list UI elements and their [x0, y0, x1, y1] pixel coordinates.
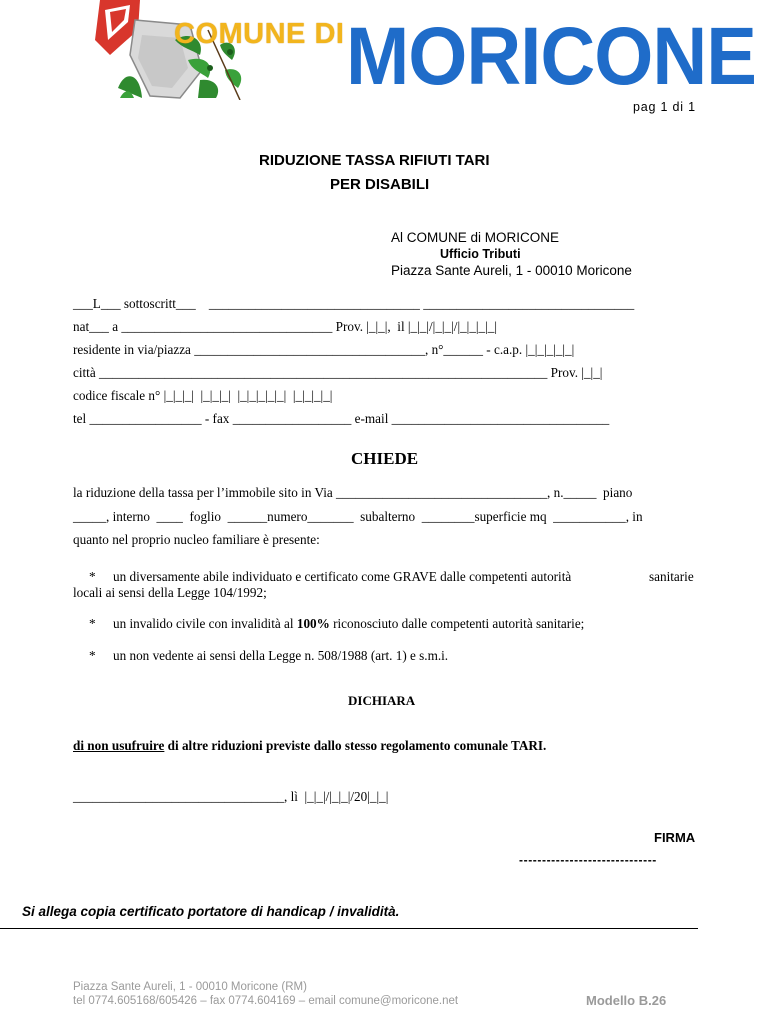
logo-name-text: MORICONE [346, 10, 756, 103]
option-bullet: * [89, 569, 96, 584]
logo-prefix-text: COMUNE DI [174, 18, 345, 50]
dichiara-statement: di non usufruire di altre riduzioni previste dallo stesso regolamento comunale TARI. [73, 738, 547, 753]
signature-label: FIRMA [654, 830, 696, 845]
dichiara-underlined: di non usufruire [73, 738, 165, 753]
dichiara-heading: DICHIARA [348, 693, 416, 708]
option-bullet: * [89, 648, 96, 663]
recipient-address: Piazza Sante Aureli, 1 - 00010 Moricone [391, 263, 632, 278]
divider [0, 928, 698, 929]
option-text-continued: locali ai sensi della Legge 104/1992; [73, 585, 267, 600]
chiede-line1: la riduzione della tassa per l’immobile sito in Via ________________________________, n._____ piano [73, 485, 633, 500]
recipient-office: Ufficio Tributi [440, 247, 521, 261]
option-text: un diversamente abile individuato e certificato come GRAVE dalle competenti autorità [113, 569, 572, 584]
option-text: un non vedente ai sensi della Legge n. 508/1988 (art. 1) e s.m.i. [113, 648, 449, 663]
place-date-line: ________________________________, lì |_|_|/|_|_|/20|_|_| [73, 789, 389, 804]
attachment-note: Si allega copia certificato portatore di handicap / invalidità. [22, 904, 400, 919]
footer-contacts: tel 0774.605168/605426 – fax 0774.604169 – email comune@moricone.net [73, 995, 459, 1007]
field-contacts-line: tel _________________ - fax __________________ e-mail _________________________________ [73, 411, 610, 426]
option-bullet: * [89, 616, 96, 631]
page-number: pag 1 di 1 [633, 100, 696, 114]
option-text: un invalido civile con invalidità al 100% riconosciuto dalle competenti autorità sanitarie; [113, 616, 585, 631]
chiede-heading: CHIEDE [351, 449, 419, 468]
document-title-line2: PER DISABILI [330, 176, 430, 193]
option-text-end: sanitarie [649, 569, 694, 584]
form-model-code: Modello B.26 [586, 993, 667, 1008]
field-name-line: ___L___ sottoscritt___ ________________________________ ________________________________ [73, 296, 635, 311]
option-percentage: 100% [296, 616, 330, 631]
document-title-line1: RIDUZIONE TASSA RIFIUTI TARI [259, 152, 490, 169]
signature-line: ------------------------------ [519, 853, 657, 867]
field-birth-line: nat___ a ________________________________ Prov. |_|_|, il |_|_|/|_|_|/|_|_|_|_| [73, 319, 498, 334]
field-city-line: città ____________________________________________________________________ Prov. |_|_| [73, 365, 603, 380]
footer-address: Piazza Sante Aureli, 1 - 00010 Moricone (RM) [73, 981, 307, 993]
chiede-line2: _____, interno ____ foglio ______numero_______ subalterno ________superficie mq ___________, in [73, 509, 643, 524]
field-tax-code-line: codice fiscale n° |_|_|_| |_|_|_| |_|_|_|_|_| |_|_|_|_| [73, 388, 333, 403]
chiede-line3: quanto nel proprio nucleo familiare è presente: [73, 532, 320, 547]
field-residence-line: residente in via/piazza ___________________________________, n°______ - c.a.p. |_|_|_|_|_| [73, 342, 575, 357]
recipient-line1: Al COMUNE di MORICONE [391, 230, 560, 245]
